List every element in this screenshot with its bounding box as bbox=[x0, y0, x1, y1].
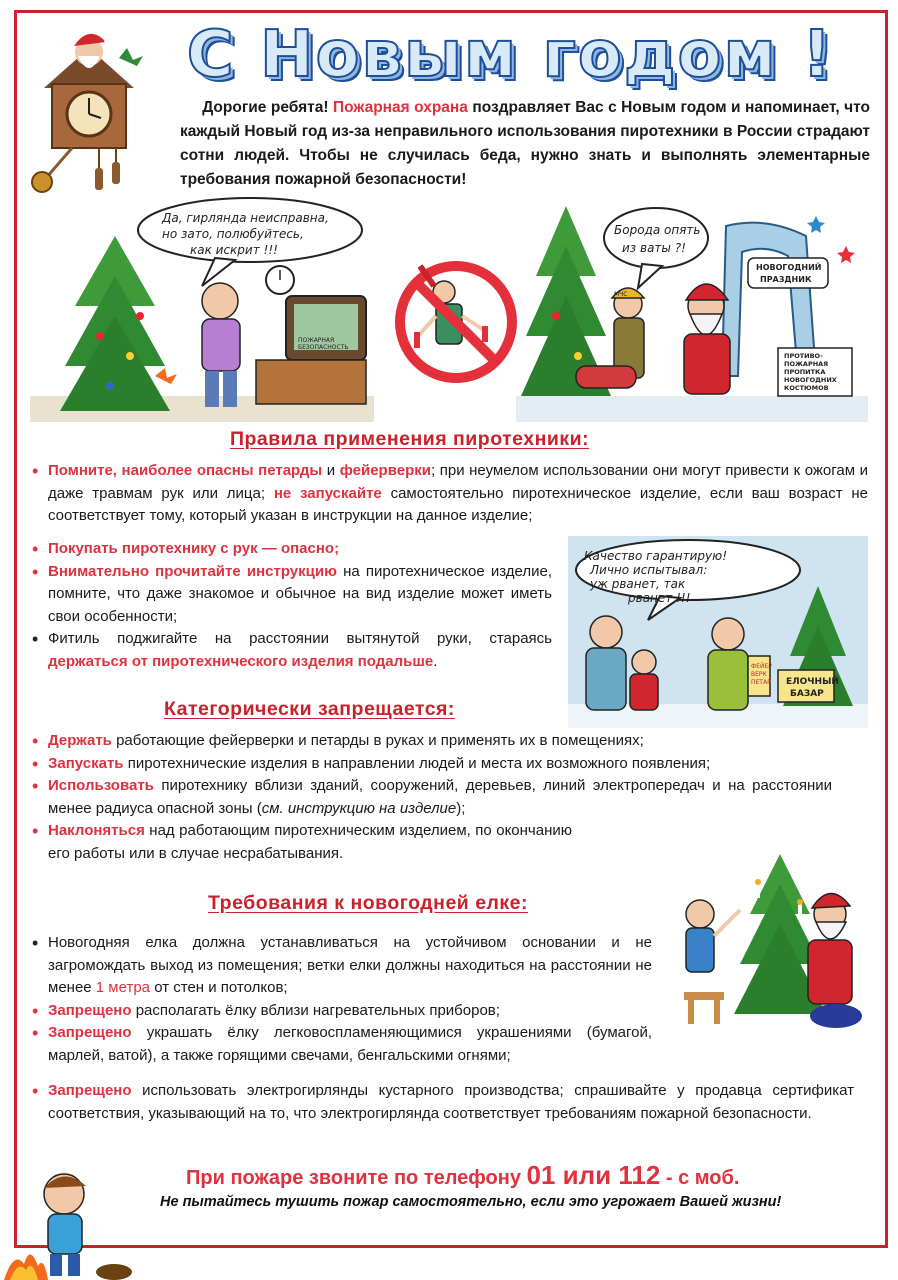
item-text: ; при неумелом использовании они могут привести к ожогам и даже травмам рук или лица; bbox=[48, 462, 869, 502]
item-text: и bbox=[322, 462, 340, 479]
list-item bbox=[32, 820, 572, 865]
scared-boy-fire-illustration bbox=[4, 1160, 144, 1280]
list-item bbox=[32, 932, 652, 1000]
right-bubble-line-2: из ваты ?! bbox=[622, 241, 686, 255]
intro-text-rest: поздравляет Вас с Новым годом и напоминает, что каждый Новый год из-за неправильного использования пиротехники в России страдают сотни людей. Чтобы не случилась беда, нужно знать и выполнять элементарные требования пожарной безопасности! bbox=[180, 99, 870, 188]
item-text: Фитиль поджигайте на расстоянии вытянутой руки, стараясь bbox=[48, 630, 552, 647]
emphasis-text: Внимательно прочитайте инструкцию bbox=[48, 562, 337, 580]
call-text: При пожаре звоните по телефону bbox=[186, 1167, 527, 1189]
post-sign-5: КОСТЮМОВ bbox=[784, 384, 829, 392]
fireworks-seller-cartoon bbox=[568, 536, 868, 728]
emergency-numbers: 01 или 112 bbox=[526, 1160, 661, 1190]
page-title: С Новым годом ! bbox=[186, 18, 834, 92]
emphasis-text: 1 метра bbox=[95, 979, 151, 996]
item-text: украшать ёлку легковоспламеняющимися украшениями (бумагой, марлей, ватой), а также горящими свечами, бенгальскими огнями; bbox=[48, 1024, 652, 1064]
box-text-1: ФЕЙЕР bbox=[751, 663, 772, 670]
item-text: использовать электрогирлянды кустарного производства; спрашивайте у продавца сертификат соответствия, указывающий на то, что электрогирлянда соответствует требованиям пожарной безопасности. bbox=[48, 1082, 854, 1122]
item-text: пиротехнические изделия в направлении людей и места их возможного появления; bbox=[123, 754, 711, 772]
intro-text-start: Дорогие ребята! bbox=[202, 99, 333, 116]
item-text: от стен и потолков; bbox=[150, 979, 288, 996]
emphasis-text: не запускайте bbox=[273, 484, 382, 502]
section-heading-prohibited: Категорически запрещается: bbox=[164, 698, 455, 720]
item-text: на пиротехническое изделие, помните, что даже знакомое и обычное на вид изделие может иметь свои особенности; bbox=[48, 562, 552, 625]
tv-text-2: БЕЗОПАСНОСТЬ bbox=[298, 344, 349, 351]
middle-bubble-line-3: уж рванет, так bbox=[590, 577, 686, 591]
item-text: Новогодняя елка должна устанавливаться на устойчивом основании и не загромождать выход из помещения; ветки елки должны находиться на расстоянии не менее bbox=[48, 934, 652, 996]
emphasis-text: держаться от пиротехнического изделия подальше bbox=[48, 652, 434, 670]
emphasis-text: фейерверки bbox=[339, 462, 431, 479]
emphasis-text: Покупать пиротехнику с рук — опасно; bbox=[48, 540, 340, 557]
call-suffix: - с моб. bbox=[660, 1167, 740, 1189]
post-sign-4: НОВОГОДНИХ bbox=[784, 376, 837, 384]
faulty-garland-cartoon bbox=[30, 196, 374, 422]
list-item bbox=[32, 628, 552, 673]
pyrotechnics-rules-list-bottom bbox=[32, 538, 552, 673]
list-item bbox=[32, 730, 832, 753]
emphasis-text: Запрещено bbox=[48, 1001, 132, 1019]
emphasis-text: Запрещено bbox=[48, 1082, 132, 1099]
left-bubble-line-2: но зато, полюбуйтесь, bbox=[162, 227, 304, 241]
section-heading-tree-requirements: Требования к новогодней елке: bbox=[208, 892, 529, 914]
intro-paragraph bbox=[180, 96, 870, 192]
santa-costume-cartoon bbox=[516, 196, 868, 422]
boy-and-santa-tree-illustration bbox=[660, 844, 868, 1030]
list-item bbox=[32, 561, 552, 629]
pyrotechnics-rules-list-top bbox=[32, 460, 868, 528]
list-item bbox=[32, 1022, 652, 1067]
middle-bubble-line-2: Лично испытывал: bbox=[590, 563, 708, 577]
emphasis-text: Запрещено bbox=[48, 1024, 132, 1041]
list-item bbox=[32, 775, 832, 820]
post-sign-2: ПОЖАРНАЯ bbox=[784, 360, 829, 368]
list-item bbox=[32, 538, 552, 561]
section-heading-pyrotechnics-rules: Правила применения пиротехники: bbox=[230, 428, 590, 450]
tv-text-1: ПОЖАРНАЯ bbox=[298, 337, 335, 344]
safety-warning: Не пытайтесь тушить пожар самостоятельно, если это угрожает Вашей жизни! bbox=[160, 1194, 782, 1210]
italic-text: см. инструкцию на изделие bbox=[261, 799, 457, 817]
emphasis-text: Запускать bbox=[48, 754, 124, 772]
bazaar-sign-2: БАЗАР bbox=[790, 689, 824, 699]
item-text: располагать ёлку вблизи нагревательных приборов; bbox=[131, 1001, 500, 1019]
item-text: самостоятельно пиротехническое изделие, если ваш возраст не соответствует тому, который указан в инструкции на данное изделие; bbox=[48, 484, 868, 524]
list-item bbox=[32, 753, 832, 776]
emphasis-text: Использовать bbox=[48, 777, 154, 794]
item-text: над работающим пиротехническим изделием, по окончанию его работы или в случае несрабатывания. bbox=[48, 822, 572, 862]
arch-sign-2: ПРАЗДНИК bbox=[760, 275, 812, 284]
box-text-3: ПЕТАР bbox=[751, 679, 771, 686]
left-bubble-line-1: Да, гирлянда неисправна, bbox=[162, 211, 329, 225]
emphasis-text: Помните, наиболее опасны петарды bbox=[48, 462, 323, 479]
item-text: ); bbox=[456, 799, 466, 817]
item-text: . bbox=[433, 652, 438, 670]
emergency-call-line bbox=[186, 1160, 739, 1191]
helmet-text: МЧС bbox=[614, 291, 628, 298]
emphasis-text: Держать bbox=[48, 732, 112, 749]
post-sign-1: ПРОТИВО- bbox=[784, 352, 823, 360]
tree-requirements-list-last bbox=[32, 1080, 854, 1125]
no-fireworks-sign bbox=[392, 256, 520, 388]
post-sign-3: ПРОПИТКА bbox=[784, 368, 826, 376]
left-bubble-line-3: как искрит !!! bbox=[190, 243, 278, 257]
cuckoo-clock-santa-illustration bbox=[24, 18, 154, 198]
emphasis-text: Наклоняться bbox=[48, 822, 145, 839]
list-item bbox=[32, 1080, 854, 1125]
list-item bbox=[32, 1000, 652, 1023]
box-text-2: ВЕРК bbox=[751, 671, 767, 678]
arch-sign-1: НОВОГОДНИЙ bbox=[756, 263, 822, 272]
right-bubble-line-1: Борода опять bbox=[614, 223, 701, 237]
item-text: пиротехнику вблизи зданий, сооружений, деревьев, линий электропередач и на расстоянии менее радиуса опасной зоны ( bbox=[48, 777, 832, 817]
tree-requirements-list bbox=[32, 932, 652, 1067]
list-item bbox=[32, 460, 868, 528]
bazaar-sign-1: ЕЛОЧНЫЙ bbox=[786, 677, 839, 687]
intro-fire-service: Пожарная охрана bbox=[332, 99, 468, 116]
middle-bubble-line-4: рванет !!! bbox=[628, 591, 691, 605]
item-text: работающие фейерверки и петарды в руках и применять их в помещениях; bbox=[111, 732, 644, 749]
middle-bubble-line-1: Качество гарантирую! bbox=[584, 549, 728, 563]
